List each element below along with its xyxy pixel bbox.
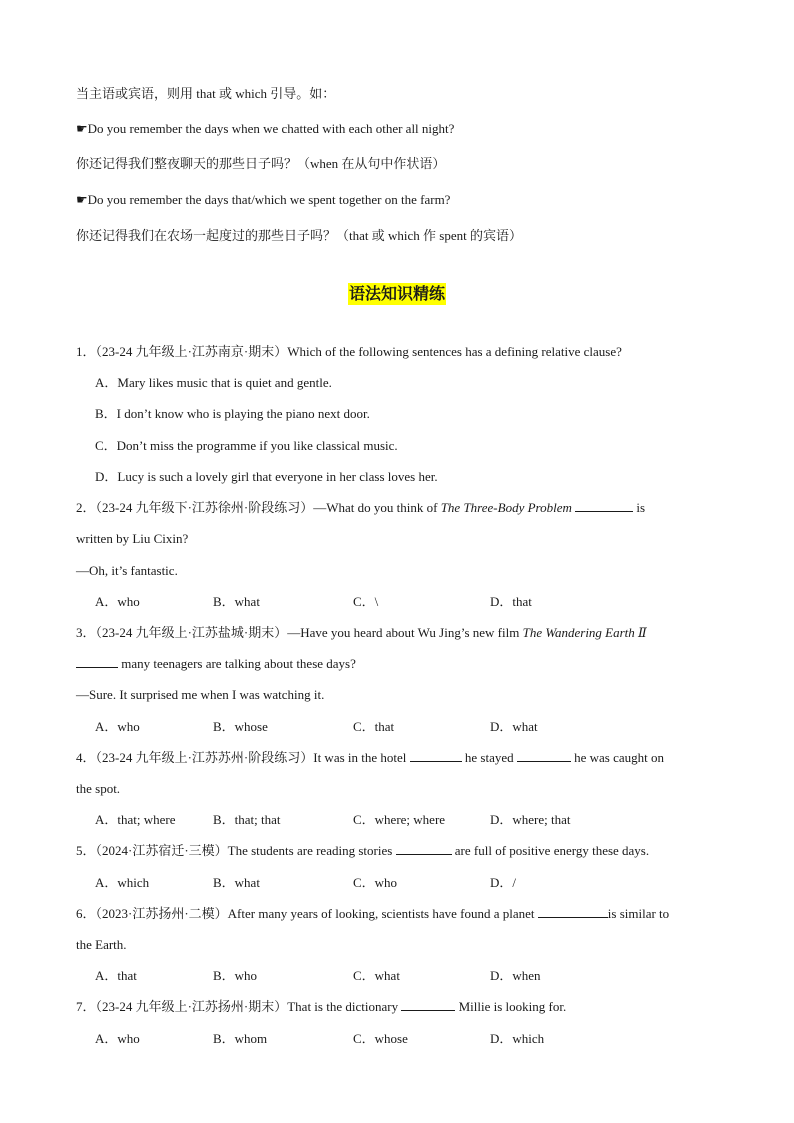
question-3-option-d: D．what [490, 719, 538, 734]
question-2-stem-post: is [633, 500, 646, 515]
question-6-option-d: D．when [490, 968, 541, 983]
question-6-stem-line-2: the Earth. [76, 937, 127, 952]
answer-blank [396, 842, 452, 855]
question-3-film-title: The Wandering Earth Ⅱ [522, 625, 647, 640]
question-4-stem [76, 749, 664, 767]
question-7-option-a: A．who [95, 1031, 140, 1046]
question-5-stem-pre: 5．（2024·江苏宿迁·三模）The students are reading stories [76, 843, 396, 858]
question-3-stem [76, 624, 647, 642]
question-7-stem [76, 998, 566, 1016]
question-3-option-b: B．whose [213, 719, 268, 734]
answer-blank [410, 749, 462, 762]
question-1-option-a: A．Mary likes music that is quiet and gentle. [95, 375, 332, 390]
question-7-option-d: D．which [490, 1031, 545, 1046]
question-3-stem-line-2 [76, 655, 356, 673]
question-6-stem-post: is similar to [607, 906, 670, 921]
section-title-wrap [0, 283, 794, 305]
question-4-option-a: A．that; where [95, 812, 176, 827]
question-7-stem-pre: 7．（23-24 九年级上·江苏扬州·期末）That is the dictionary [76, 999, 402, 1014]
question-5-option-a: A．which [95, 875, 150, 890]
question-7-option-c: C．whose [353, 1031, 408, 1046]
intro-translation-1: 你还记得我们整夜聊天的那些日子吗？（when 在从句中作状语） [76, 156, 446, 171]
intro-example-1: ☛Do you remember the days when we chatted with each other all night? [76, 121, 455, 136]
question-4-stem-line-2: the spot. [76, 781, 121, 796]
question-4-stem-pre: 4．（23-24 九年级上·江苏苏州·阶段练习）It was in the hotel [76, 750, 410, 765]
question-6-option-a: A．that [95, 968, 137, 983]
question-4-option-b: B．that; that [213, 812, 281, 827]
question-4-option-d: D．where; that [490, 812, 571, 827]
question-2-option-c: C．\ [353, 594, 379, 609]
question-3-stem-pre: 3．（23-24 九年级上·江苏盐城·期末）—Have you heard about Wu Jing’s new film [76, 625, 523, 640]
question-2-book-title: The Three-Body Problem [440, 500, 572, 515]
section-title: 语法知识精练 [348, 284, 445, 303]
question-1-option-d: D．Lucy is such a lovely girl that everyone in her class loves her. [95, 469, 438, 484]
question-3-option-a: A．who [95, 719, 140, 734]
intro-translation-2: 你还记得我们在农场一起度过的那些日子吗？（that 或 which 作 spent 的宾语） [76, 228, 522, 243]
question-2-reply: —Oh, it’s fantastic. [76, 563, 178, 578]
question-1-stem: 1．（23-24 九年级上·江苏南京·期末）Which of the following sentences has a defining relative clause? [76, 344, 622, 359]
question-3-option-c: C．that [353, 719, 395, 734]
question-6-option-c: C．what [353, 968, 400, 983]
question-4-stem-mid: he stayed [461, 750, 517, 765]
answer-blank [401, 998, 455, 1011]
question-6-option-b: B．who [213, 968, 258, 983]
question-1-option-c: C．Don’t miss the programme if you like classical music. [95, 438, 398, 453]
question-6-stem-pre: 6．（2023·江苏扬州·二模）After many years of looking, scientists have found a planet [76, 906, 538, 921]
question-2-option-d: D．that [490, 594, 532, 609]
answer-blank [517, 749, 571, 762]
question-5-stem-post: are full of positive energy these days. [451, 843, 650, 858]
question-5-option-d: D．/ [490, 875, 517, 890]
question-7-option-b: B．whom [213, 1031, 268, 1046]
question-2-stem [76, 499, 645, 517]
answer-blank [76, 655, 118, 668]
intro-example-2: ☛Do you remember the days that/which we spent together on the farm? [76, 192, 451, 207]
question-4-stem-post: he was caught on [570, 750, 665, 765]
answer-blank [538, 905, 608, 918]
question-5-option-c: C．who [353, 875, 398, 890]
question-4-option-c: C．where; where [353, 812, 446, 827]
question-6-stem [76, 905, 669, 923]
question-3-stem-post: many teenagers are talking about these days? [118, 656, 356, 671]
question-2-option-b: B．what [213, 594, 260, 609]
question-7-stem-post: Millie is looking for. [455, 999, 567, 1014]
question-5-stem [76, 842, 649, 860]
question-2-option-a: A．who [95, 594, 140, 609]
question-5-option-b: B．what [213, 875, 260, 890]
question-2-stem-line-2: written by Liu Cixin? [76, 531, 189, 546]
answer-blank [575, 499, 633, 512]
question-1-option-b: B．I don’t know who is playing the piano next door. [95, 406, 370, 421]
question-3-reply: —Sure. It surprised me when I was watching it. [76, 687, 325, 702]
intro-line-1: 当主语或宾语，则用 that 或 which 引导。如： [76, 86, 336, 101]
question-2-stem-pre: 2．（23-24 九年级下·江苏徐州·阶段练习）—What do you think of [76, 500, 441, 515]
